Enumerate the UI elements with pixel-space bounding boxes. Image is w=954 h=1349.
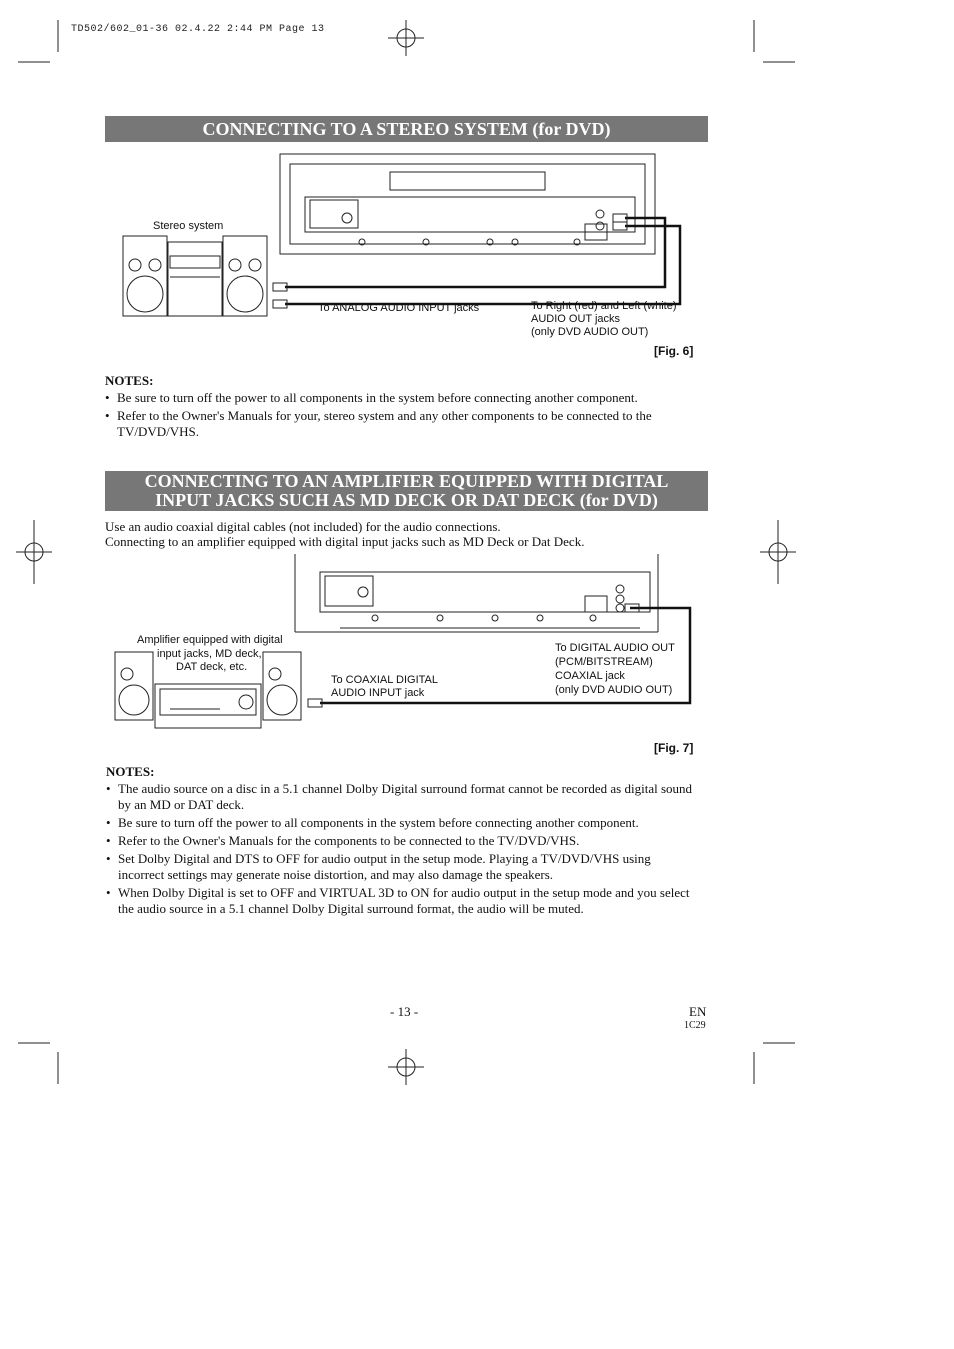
intro-text-2: Connecting to an amplifier equipped with digital input jacks such as MD Deck or Dat Deck. (105, 534, 585, 549)
notes-list-1 (105, 390, 695, 442)
amplifier-label-2: input jacks, MD deck, (157, 648, 262, 660)
section-title-stereo: CONNECTING TO A STEREO SYSTEM (for DVD) (105, 116, 708, 142)
note-item: • Refer to the Owner's Manuals for your, stereo system and any other components to be connected to the TV/DVD/VHS. (105, 408, 695, 440)
notes-title-2: NOTES: (106, 764, 155, 779)
document-code: 1C29 (684, 1020, 706, 1031)
note-item: • Refer to the Owner's Manuals for the components to be connected to the TV/DVD/VHS. (106, 833, 696, 849)
analog-input-label: To ANALOG AUDIO INPUT jacks (318, 302, 480, 314)
audio-out-label-3: (only DVD AUDIO OUT) (531, 326, 649, 338)
coaxial-input-label-1: To COAXIAL DIGITAL (331, 674, 438, 686)
stereo-system-label: Stereo system (153, 220, 224, 232)
language-code: EN (689, 1004, 707, 1019)
audio-out-label-1: To Right (red) and Left (white) (531, 300, 677, 312)
coaxial-input-label-2: AUDIO INPUT jack (331, 687, 425, 699)
note-item: • Set Dolby Digital and DTS to OFF for audio output in the setup mode. Playing a TV/DVD/VHS using incorrect settings may generate noise distortion, and may also damage the speakers. (106, 851, 696, 883)
note-item: • Be sure to turn off the power to all components in the system before connecting another component. (106, 815, 696, 831)
note-item: • Be sure to turn off the power to all components in the system before connecting another component. (105, 390, 695, 406)
notes-list-2 (106, 781, 696, 919)
audio-out-jack-red (596, 210, 604, 218)
audio-out-jack-white (596, 222, 604, 230)
audio-out-label-2: AUDIO OUT jacks (531, 313, 621, 325)
figure-6-caption: [Fig. 6] (654, 344, 694, 358)
page-number: - 13 - (390, 1004, 419, 1019)
stereo-system (123, 236, 267, 316)
section-title-line-1: CONNECTING TO AN AMPLIFIER EQUIPPED WITH DIGITAL (144, 471, 669, 491)
digital-out-label-3: COAXIAL jack (555, 670, 625, 682)
tv-rear-panel (280, 154, 655, 254)
intro-text-1: Use an audio coaxial digital cables (not included) for the audio connections. (105, 519, 501, 534)
note-item: • When Dolby Digital is set to OFF and VIRTUAL 3D to ON for audio output in the setup mode and you select the audio source in a 5.1 channel Dolby Digital surround format, the audio will be muted. (106, 885, 696, 917)
figure-6-diagram (115, 152, 715, 352)
digital-out-label-1: To DIGITAL AUDIO OUT (555, 642, 675, 654)
digital-out-jack (616, 604, 624, 612)
print-header: TD502/602_01-36 02.4.22 2:44 PM Page 13 (71, 24, 325, 35)
digital-out-label-2: (PCM/BITSTREAM) (555, 656, 653, 668)
audio-cable-white (285, 226, 680, 304)
notes-title-1: NOTES: (105, 373, 154, 388)
figure-7-caption: [Fig. 7] (654, 741, 694, 755)
section-title-line-2: INPUT JACKS SUCH AS MD DECK OR DAT DECK (for DVD) (155, 490, 658, 510)
amplifier-label-1: Amplifier equipped with digital (137, 634, 283, 646)
section-title-amplifier (105, 471, 708, 511)
ant-jack (358, 587, 368, 597)
note-item: • The audio source on a disc in a 5.1 channel Dolby Digital surround format cannot be recorded as digital sound by an MD or DAT deck. (106, 781, 696, 813)
digital-out-label-4: (only DVD AUDIO OUT) (555, 684, 673, 696)
amplifier-label-3: DAT deck, etc. (176, 661, 248, 673)
ant-jack (342, 213, 352, 223)
